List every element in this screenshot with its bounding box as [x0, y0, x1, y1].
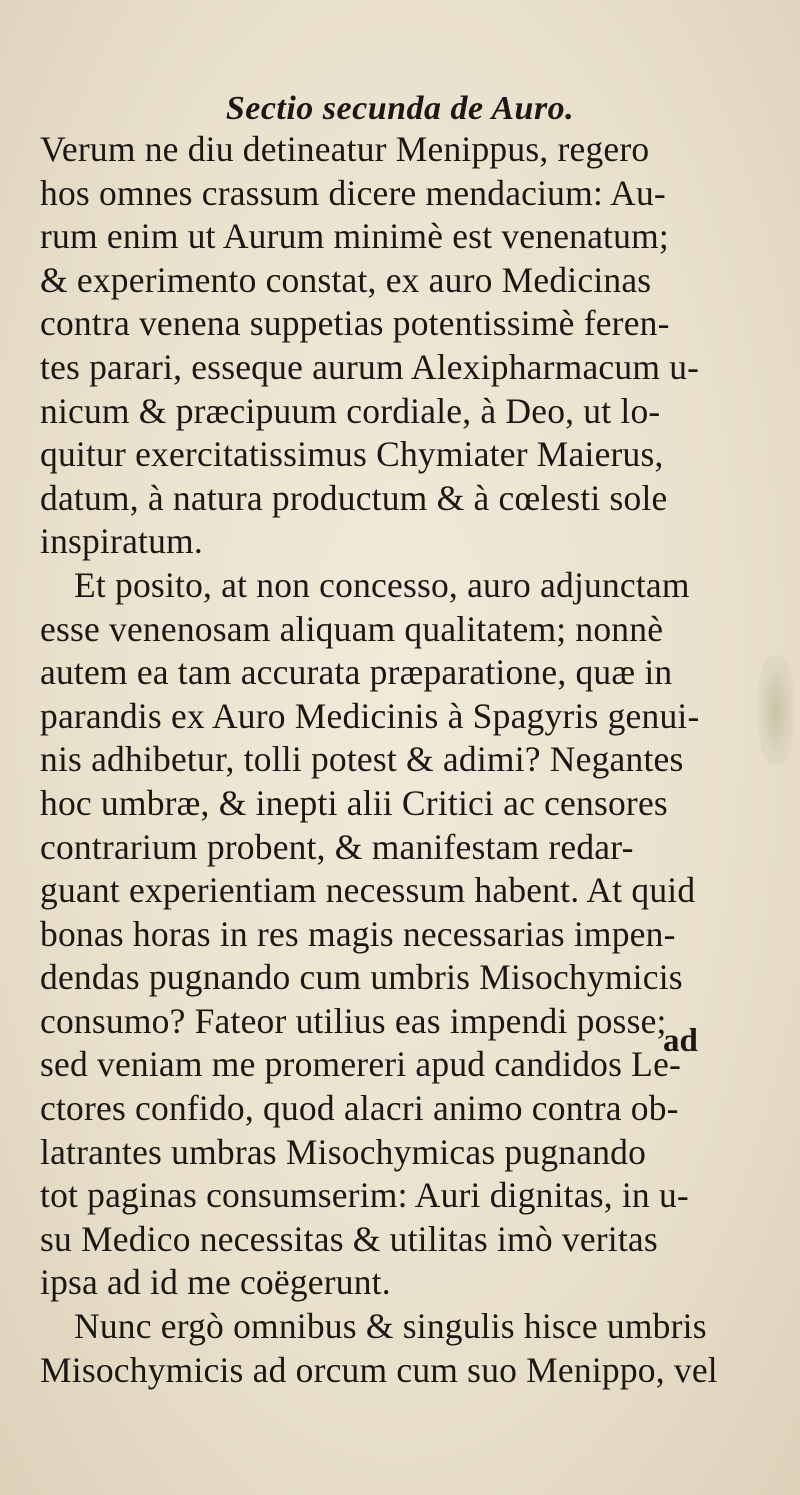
text-line: rum enim ut Aurum minimè est venenatum; — [40, 216, 669, 257]
text-line: esse venenosam aliquam qualitatem; nonnè — [40, 608, 664, 649]
text-line: tes parari, esseque aurum Alexipharmacum u- — [40, 346, 700, 387]
text-line: Et posito, at non concesso, auro adjunctam — [74, 564, 690, 605]
catchword: ad — [663, 1023, 698, 1059]
text-line: datum, à natura productum & à cœlesti sole — [40, 477, 668, 518]
text-line: autem ea tam accurata præparatione, quæ in — [40, 652, 673, 693]
text-line: quitur exercitatissimus Chymiater Maierus, — [40, 434, 664, 475]
text-line: hos omnes crassum dicere mendacium: Au- — [40, 172, 666, 213]
text-line: contrarium probent, & manifestam redar- — [40, 826, 634, 867]
text-line: tot paginas consumserim: Auri dignitas, in u- — [40, 1175, 689, 1216]
running-head: Sectio secunda de Auro. — [225, 90, 575, 127]
text-line: parandis ex Auro Medicinis à Spagyris genui- — [40, 695, 700, 736]
text-line: ipsa ad id me coëgerunt. — [40, 1262, 391, 1303]
text-line: hoc umbræ, & inepti alii Critici ac censores — [40, 782, 668, 823]
body-text — [40, 128, 782, 1392]
text-line: Verum ne diu detineatur Menippus, regero — [40, 129, 650, 169]
text-line: dendas pugnando cum umbris Misochymicis — [40, 957, 683, 998]
text-line: contra venena suppetias potentissimè feren- — [40, 303, 670, 344]
text-line: nis adhibetur, tolli potest & adimi? Negantes — [40, 739, 684, 780]
text-line: bonas horas in res magis necessarias impen- — [40, 913, 676, 954]
text-line: latrantes umbras Misochymicas pugnando — [40, 1131, 647, 1172]
text-line: inspiratum. — [40, 521, 203, 562]
text-line: consumo? Fateor utilius eas impendi posse; — [40, 1000, 667, 1041]
text-line: Misochymicis ad orcum cum suo Menippo, vel — [40, 1349, 718, 1390]
text-line: guant experientiam necessum habent. At quid — [40, 870, 696, 911]
text-line: ctores confido, quod alacri animo contra ob- — [40, 1088, 679, 1129]
text-line: & experimento constat, ex auro Medicinas — [40, 259, 652, 300]
text-line: su Medico necessitas & utilitas imò veritas — [40, 1218, 658, 1259]
text-line: nicum & præcipuum cordiale, à Deo, ut lo- — [40, 390, 661, 431]
text-line: Nunc ergò omnibus & singulis hisce umbris — [74, 1306, 707, 1347]
text-line: sed veniam me promereri apud candidos Le- — [40, 1044, 682, 1085]
